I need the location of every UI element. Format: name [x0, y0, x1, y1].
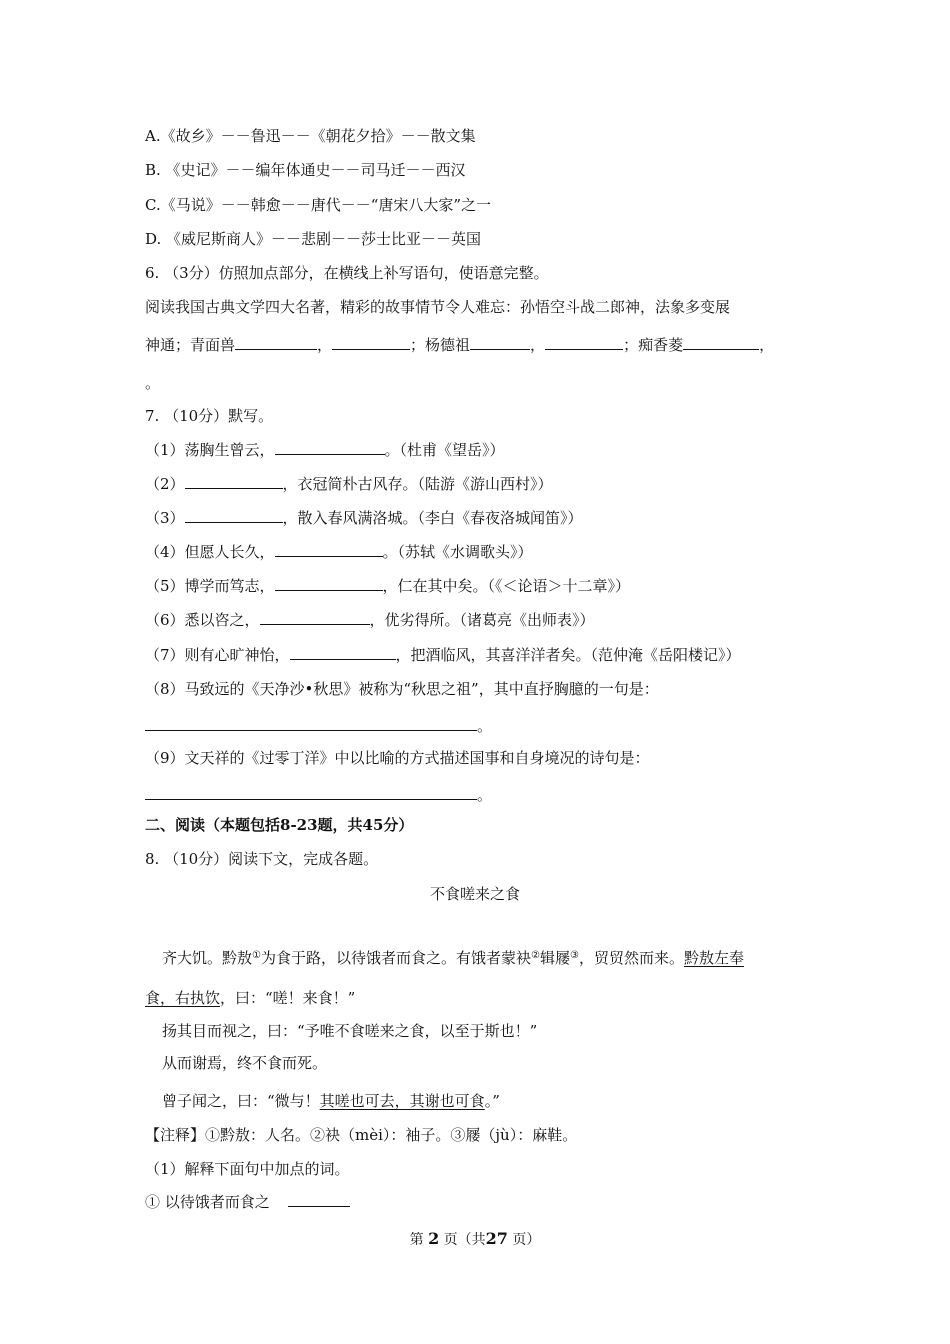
passage-text: 为食于路，以待饿者而食之。有饿者蒙袂 [260, 949, 531, 967]
answer-blank[interactable] [235, 335, 317, 350]
total-pages: 27 [485, 1229, 508, 1248]
answer-blank[interactable] [470, 335, 530, 350]
q7-item-6 [145, 610, 595, 630]
passage-paragraph-3: 从而谢焉，终不食而死。 [162, 1054, 328, 1072]
answer-blank[interactable] [683, 335, 759, 350]
q7-item-7 [145, 645, 741, 665]
footnote-marker: ② [531, 950, 540, 961]
answer-blank[interactable] [275, 440, 385, 455]
q7-item-4 [145, 542, 533, 562]
q7-stem: 7. （10分）默写。 [145, 407, 274, 425]
option-a: A.《故乡》－－鲁迅－－《朝花夕拾》－－散文集 [145, 127, 476, 145]
q7-item-8-answer [145, 716, 492, 736]
item-suffix: ，散入春风满洛城。（李白《春夜洛城闻笛》） [282, 509, 583, 527]
passage-text: ，贸贸然而来。 [578, 949, 684, 967]
passage-text: ，曰：“嗟！来食！” [220, 989, 356, 1007]
q6-paragraph-line1: 阅读我国古典文学四大名著，精彩的故事情节令人难忘：孙悟空斗战二郎神，法象多变展 [145, 298, 731, 316]
item-suffix: ，仁在其中矣。（《＜论语＞十二章》） [382, 577, 631, 595]
q6-text-a: 神通；青面兽 [145, 336, 236, 354]
q6-text-c: ；痴香菱 [623, 336, 684, 354]
answer-blank[interactable] [145, 785, 477, 800]
period: 。 [477, 786, 493, 804]
answer-blank[interactable] [260, 610, 370, 625]
item-text: ① 以待饿者而食之 [145, 1193, 270, 1211]
passage-text: 辑屦 [539, 949, 570, 967]
option-b: B. 《史记》－－编年体通史－－司马迁－－西汉 [145, 161, 466, 179]
item-suffix: 。（杜甫《望岳》） [384, 441, 505, 459]
item-suffix: ，优劣得所。（诸葛亮《出师表》） [369, 611, 595, 629]
answer-blank[interactable] [275, 576, 383, 591]
period: 。 [477, 717, 493, 735]
q7-item-5 [145, 576, 630, 596]
page-footer [0, 1229, 950, 1249]
passage-text: 曾子闻之，曰：“微与！ [162, 1092, 320, 1110]
answer-blank[interactable] [185, 474, 283, 489]
q6-text-b: ；杨德祖 [410, 336, 471, 354]
underlined-sentence: 黔敖左奉 [683, 949, 744, 967]
underlined-sentence: 其嗟也可去，其谢也可食 [319, 1092, 485, 1110]
option-c: C.《马说》－－韩愈－－唐代－－“唐宋八大家”之一 [145, 196, 492, 214]
q8-sub-question-1: （1）解释下面句中加点的词。 [145, 1160, 350, 1178]
answer-blank[interactable] [275, 542, 383, 557]
footer-text: 页（共 [443, 1232, 486, 1248]
item-prefix: （7）则有心旷神怡， [145, 646, 290, 664]
q8-stem: 8. （10分）阅读下文，完成各题。 [145, 850, 379, 868]
q7-item-9-answer [145, 785, 492, 805]
footnote-marker: ① [252, 950, 261, 961]
footnote-marker: ③ [569, 950, 579, 961]
passage-text: 齐大饥。黔敖 [162, 949, 253, 967]
item-prefix: （2） [145, 475, 185, 493]
item-prefix: （5）博学而笃志， [145, 577, 275, 595]
underlined-sentence: 食，右执饮 [145, 989, 221, 1007]
answer-blank[interactable] [288, 1192, 350, 1207]
item-suffix: ，衣冠简朴古风存。（陆游《游山西村》） [282, 475, 553, 493]
page-number: 2 [428, 1229, 440, 1248]
footer-text: 页） [512, 1232, 541, 1248]
answer-blank[interactable] [545, 335, 623, 350]
item-prefix: （4）但愿人长久， [145, 543, 275, 561]
answer-blank[interactable] [145, 716, 477, 731]
item-suffix: ，把酒临风，其喜洋洋者矣。（范仲淹《岳阳楼记》） [395, 646, 741, 664]
q7-item-1 [145, 440, 505, 460]
q6-comma: ， [530, 336, 546, 354]
passage-paragraph-1 [162, 948, 744, 968]
answer-blank[interactable] [332, 335, 410, 350]
section-title: 二、阅读（本题包括8-23题，共45分） [145, 816, 414, 834]
passage-notes: 【注释】①黔敖：人名。②袂（mèi）：袖子。③屦（jù）：麻鞋。 [145, 1126, 578, 1144]
passage-paragraph-1-cont [145, 988, 355, 1008]
q7-item-3 [145, 508, 583, 528]
item-suffix: 。（苏轼《水调歌头》） [382, 543, 533, 561]
q7-item-9: （9）文天祥的《过零丁洋》中以比喻的方式描述国事和自身境况的诗句是： [145, 749, 650, 767]
q6-paragraph-line2 [145, 335, 774, 355]
q8-sub-question-1-item [145, 1192, 350, 1212]
q6-comma: ， [759, 336, 775, 354]
passage-title: 不食嗟来之食 [429, 885, 520, 903]
passage-paragraph-4 [162, 1091, 500, 1111]
option-d: D. 《威尼斯商人》－－悲剧－－莎士比亚－－英国 [145, 230, 482, 248]
passage-text: 。” [484, 1092, 500, 1110]
q7-item-2 [145, 474, 553, 494]
q6-period: 。 [145, 374, 161, 392]
q6-comma: ， [317, 336, 333, 354]
answer-blank[interactable] [185, 508, 283, 523]
passage-paragraph-2: 扬其目而视之，曰：“予唯不食嗟来之食，以至于斯也！” [162, 1022, 538, 1040]
answer-blank[interactable] [290, 645, 396, 660]
item-prefix: （3） [145, 509, 185, 527]
item-prefix: （1）荡胸生曾云， [145, 441, 275, 459]
item-prefix: （6）悉以咨之， [145, 611, 260, 629]
footer-text: 第 [409, 1232, 424, 1248]
q7-item-8: （8）马致远的《天净沙•秋思》被称为“秋思之祖”，其中直抒胸臆的一句是： [145, 680, 659, 698]
q6-stem: 6. （3分）仿照加点部分，在横线上补写语句，使语意完整。 [145, 264, 549, 282]
